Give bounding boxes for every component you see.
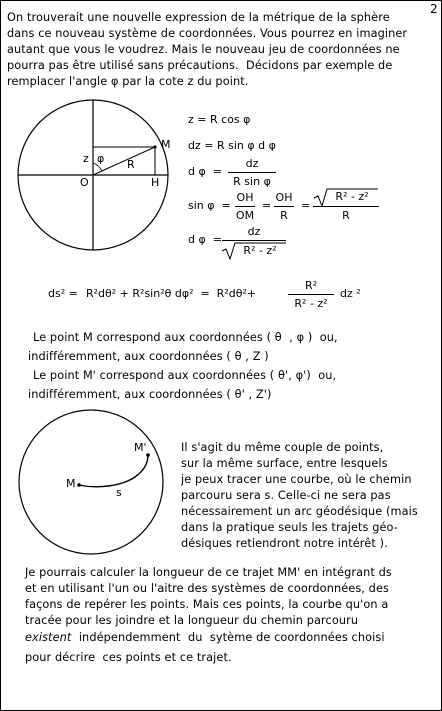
eq-sin-den1: OM xyxy=(235,209,255,222)
intro-line-3: autant que vous le voudrez. Mais le nouveau jeu de coordonnées ne xyxy=(7,43,400,56)
existent-italic: existent xyxy=(25,631,72,644)
metric-num: R² xyxy=(304,279,318,292)
intro-line-4: pourra pas être utilisé sans précautions. Décidons par exemple de xyxy=(7,59,393,72)
final-line-2: et en utilisant l'un ou l'aitre des systèmes de coordonnées, des xyxy=(25,582,389,595)
eq-sin-lhs: sin φ = xyxy=(188,199,231,212)
label-s: s xyxy=(116,486,122,499)
intro-line-1: On trouverait une nouvelle expression de la métrique de la sphère xyxy=(7,11,390,24)
eq-dphi2-num: dz xyxy=(247,225,261,238)
label-O: O xyxy=(80,176,89,189)
para2-line-3: Le point M' correspond aux coordonnées ( θ', φ') ou, xyxy=(33,369,337,382)
para2-line-2: indifféremment, aux coordonnées ( θ , Z ) xyxy=(28,350,269,363)
intro-line-5: remplacer l'angle φ par la cote z du point. xyxy=(7,75,249,88)
label-M2: M xyxy=(66,477,76,490)
side-line-7: désiques retiendront notre intérêt ). xyxy=(181,537,388,550)
eq-dphi-lhs: d φ = xyxy=(188,165,222,178)
eq-sin-den2: R xyxy=(280,209,288,222)
intro-line-2: dans ce nouveau système de coordonnées. Vous pourrez en imaginer xyxy=(7,27,408,40)
side-line-3: je peux tracer une courbe, où le chemin xyxy=(181,473,412,486)
eq-sin-eq2: = xyxy=(301,199,311,212)
eq-sin-eq1: = xyxy=(262,199,272,212)
label-R: R xyxy=(127,158,135,171)
final-line-5-rest: indépendemment du sytème de coordonnées choisi xyxy=(71,631,385,644)
final-line-5 xyxy=(25,631,385,645)
eq-sin-num1: OH xyxy=(236,191,254,204)
metric-tail: dz ² xyxy=(340,287,361,300)
label-H: H xyxy=(151,176,160,189)
eq-dz: dz = R sin φ d φ xyxy=(188,139,276,152)
eq-dphi2-lhs: d φ = xyxy=(188,233,222,246)
eq-z: z = R cos φ xyxy=(188,113,251,126)
metric-den: R² - z² xyxy=(294,297,328,310)
side-line-4: parcouru sera s. Celle-ci ne sera pas xyxy=(181,489,391,502)
para2-line-4: indifféremment, aux coordonnées ( θ' , Z') xyxy=(28,388,272,401)
eq-dphi-den: R sin φ xyxy=(233,175,271,188)
eq-sin-num2: OH xyxy=(275,191,293,204)
page-number: 2 xyxy=(430,2,438,16)
metric-lhs: ds² = xyxy=(48,287,82,300)
eq-dphi-num: dz xyxy=(245,157,259,170)
metric-mid: R²dθ² + R²sin²θ dφ² = R²dθ²+ xyxy=(86,287,257,300)
eq-dphi2-den: R² - z² xyxy=(243,244,277,257)
final-line-6: pour décrire ces points et ce trajet. xyxy=(25,651,232,664)
label-Mp: M' xyxy=(134,441,147,454)
side-line-5: nécessairement un arc géodésique (mais xyxy=(181,505,418,518)
side-line-2: sur la même surface, entre lesquels xyxy=(181,457,388,470)
label-M: M xyxy=(161,138,171,151)
final-line-1: Je pourrais calculer la longueur de ce trajet MM' en intégrant ds xyxy=(25,566,392,579)
eq-sin-den3: R xyxy=(342,209,350,222)
side-line-1: Il s'agit du même couple de points, xyxy=(181,441,384,454)
eq-sin-num3: R² - z² xyxy=(335,190,369,203)
label-z: z xyxy=(83,152,89,165)
metric-bar xyxy=(288,294,334,295)
final-line-4: tracée pour les joindre et la longueur du chemin parcouru xyxy=(25,614,359,627)
label-phi: φ xyxy=(97,152,105,165)
side-line-6: dans la pratique seuls les trajets géo- xyxy=(181,521,398,534)
final-line-3: façons de repérer les points. Mais ces points, la courbe qu'on a xyxy=(25,598,389,611)
para2-line-1: Le point M correspond aux coordonnées ( θ , φ ) ou, xyxy=(33,331,338,344)
